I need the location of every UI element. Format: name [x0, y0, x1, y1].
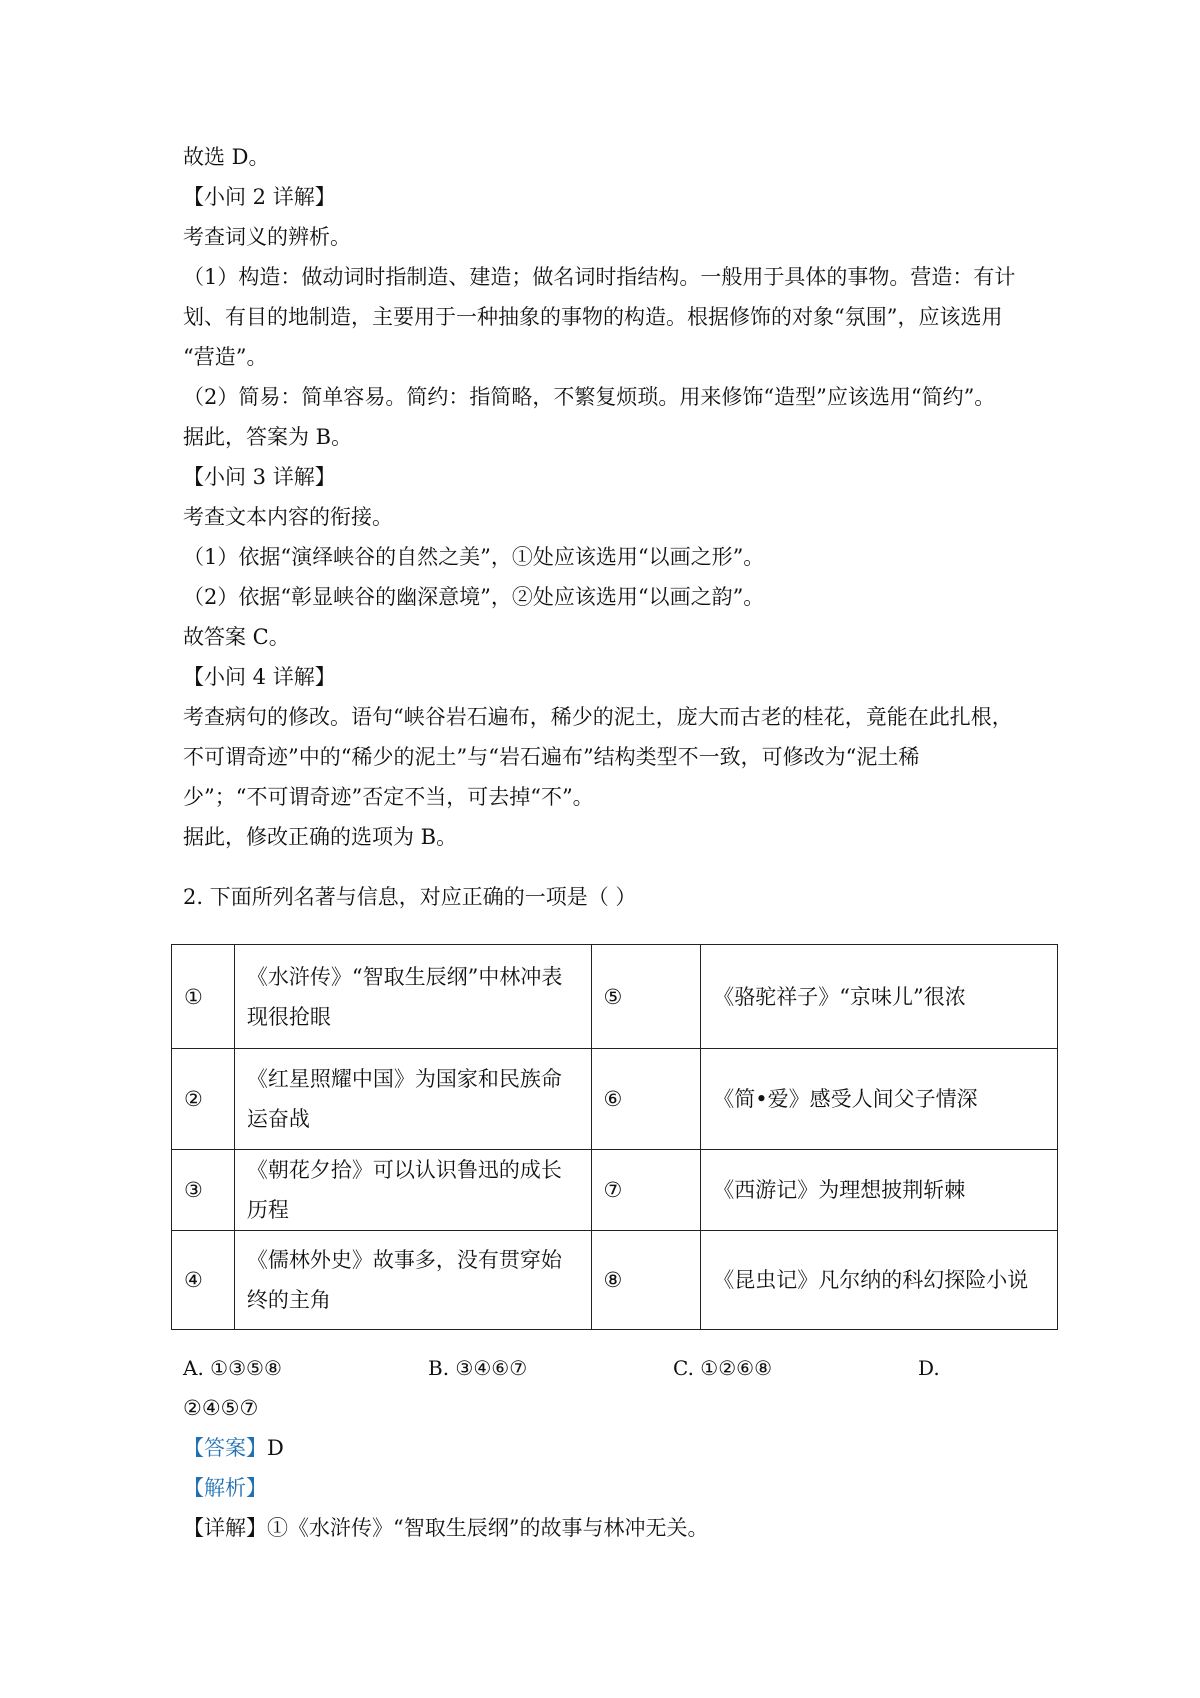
- option-c: C. ①②⑥⑧: [673, 1356, 773, 1380]
- table-cell-info: 《西游记》为理想披荆斩棘: [701, 1150, 1058, 1231]
- table-cell-index: ④: [172, 1231, 235, 1330]
- answer-line: [183, 1433, 284, 1463]
- table-cell-info: 《水浒传》“智取生辰纲”中林冲表现很抢眼: [234, 945, 591, 1049]
- table-cell-info: 《儒林外史》故事多，没有贯穿始终的主角: [234, 1231, 591, 1330]
- paragraph-line: 考查词义的辨析。: [183, 225, 351, 249]
- detail-text: ①《水浒传》“智取生辰纲”的故事与林冲无关。: [267, 1516, 709, 1540]
- paragraph-line: “营造”。: [183, 345, 268, 369]
- table-cell-info: 《简•爱》感受人间父子情深: [701, 1049, 1058, 1150]
- paragraph-line: 故答案 C。: [183, 625, 290, 649]
- paragraph-line: 据此，答案为 B。: [183, 425, 353, 449]
- paragraph-line: 不可谓奇迹”中的“稀少的泥土”与“岩石遍布”结构类型不一致，可修改为“泥土稀: [183, 745, 920, 769]
- paragraph-line: （2）依据“彰显峡谷的幽深意境”，②处应该选用“以画之韵”。: [183, 585, 765, 609]
- question-2-stem: 2. 下面所列名著与信息，对应正确的一项是（ ）: [183, 885, 637, 909]
- subquestion-4-heading: 【小问 4 详解】: [183, 665, 336, 689]
- detail-line: [183, 1513, 708, 1543]
- table-cell-index: ②: [172, 1049, 235, 1150]
- paragraph-line: 考查病句的修改。语句“峡谷岩石遍布，稀少的泥土，庞大而古老的桂花，竟能在此扎根，: [183, 705, 1013, 729]
- table-cell-index: ⑥: [591, 1049, 701, 1150]
- analysis-label: 【解析】: [183, 1476, 267, 1500]
- table-cell-index: ⑧: [591, 1231, 701, 1330]
- subquestion-3-heading: 【小问 3 详解】: [183, 465, 336, 489]
- works-info-table: [171, 944, 1058, 1330]
- paragraph-line: 考查文本内容的衔接。: [183, 505, 393, 529]
- option-b: B. ③④⑥⑦: [428, 1356, 528, 1380]
- paragraph-line: （1）构造：做动词时指制造、建造；做名词时指结构。一般用于具体的事物。营造：有计: [183, 265, 1016, 289]
- table-cell-info: 《骆驼祥子》“京味儿”很浓: [701, 945, 1058, 1049]
- table-cell-index: ①: [172, 945, 235, 1049]
- answer-value: D: [267, 1436, 284, 1460]
- table-cell-info: 《朝花夕拾》可以认识鲁迅的成长历程: [234, 1150, 591, 1231]
- table-cell-index: ⑤: [591, 945, 701, 1049]
- option-a: A. ①③⑤⑧: [183, 1356, 282, 1380]
- line-conclusion: 故选 D。: [183, 145, 270, 169]
- table-cell-info: 《红星照耀中国》为国家和民族命运奋战: [234, 1049, 591, 1150]
- table-cell-index: ③: [172, 1150, 235, 1231]
- table-row: [172, 1049, 1058, 1150]
- table-row: [172, 945, 1058, 1049]
- paragraph-line: 划、有目的地制造，主要用于一种抽象的事物的构造。根据修饰的对象“氛围”，应该选用: [183, 305, 1003, 329]
- option-d-continuation: ②④⑤⑦: [183, 1396, 259, 1420]
- table-row: [172, 1231, 1058, 1330]
- paragraph-line: 少”；“不可谓奇迹”否定不当，可去掉“不”。: [183, 785, 594, 809]
- detail-label: 【详解】: [183, 1516, 267, 1540]
- paragraph-line: 据此，修改正确的选项为 B。: [183, 825, 458, 849]
- subquestion-2-heading: 【小问 2 详解】: [183, 185, 336, 209]
- table-cell-index: ⑦: [591, 1150, 701, 1231]
- option-d: D.: [918, 1356, 940, 1380]
- table-row: [172, 1150, 1058, 1231]
- answer-label: 【答案】: [183, 1436, 267, 1460]
- paragraph-line: （2）简易：简单容易。简约：指简略，不繁复烦琐。用来修饰“造型”应该选用“简约”。: [183, 385, 996, 409]
- paragraph-line: （1）依据“演绎峡谷的自然之美”，①处应该选用“以画之形”。: [183, 545, 765, 569]
- table-cell-info: 《昆虫记》凡尔纳的科幻探险小说: [701, 1231, 1058, 1330]
